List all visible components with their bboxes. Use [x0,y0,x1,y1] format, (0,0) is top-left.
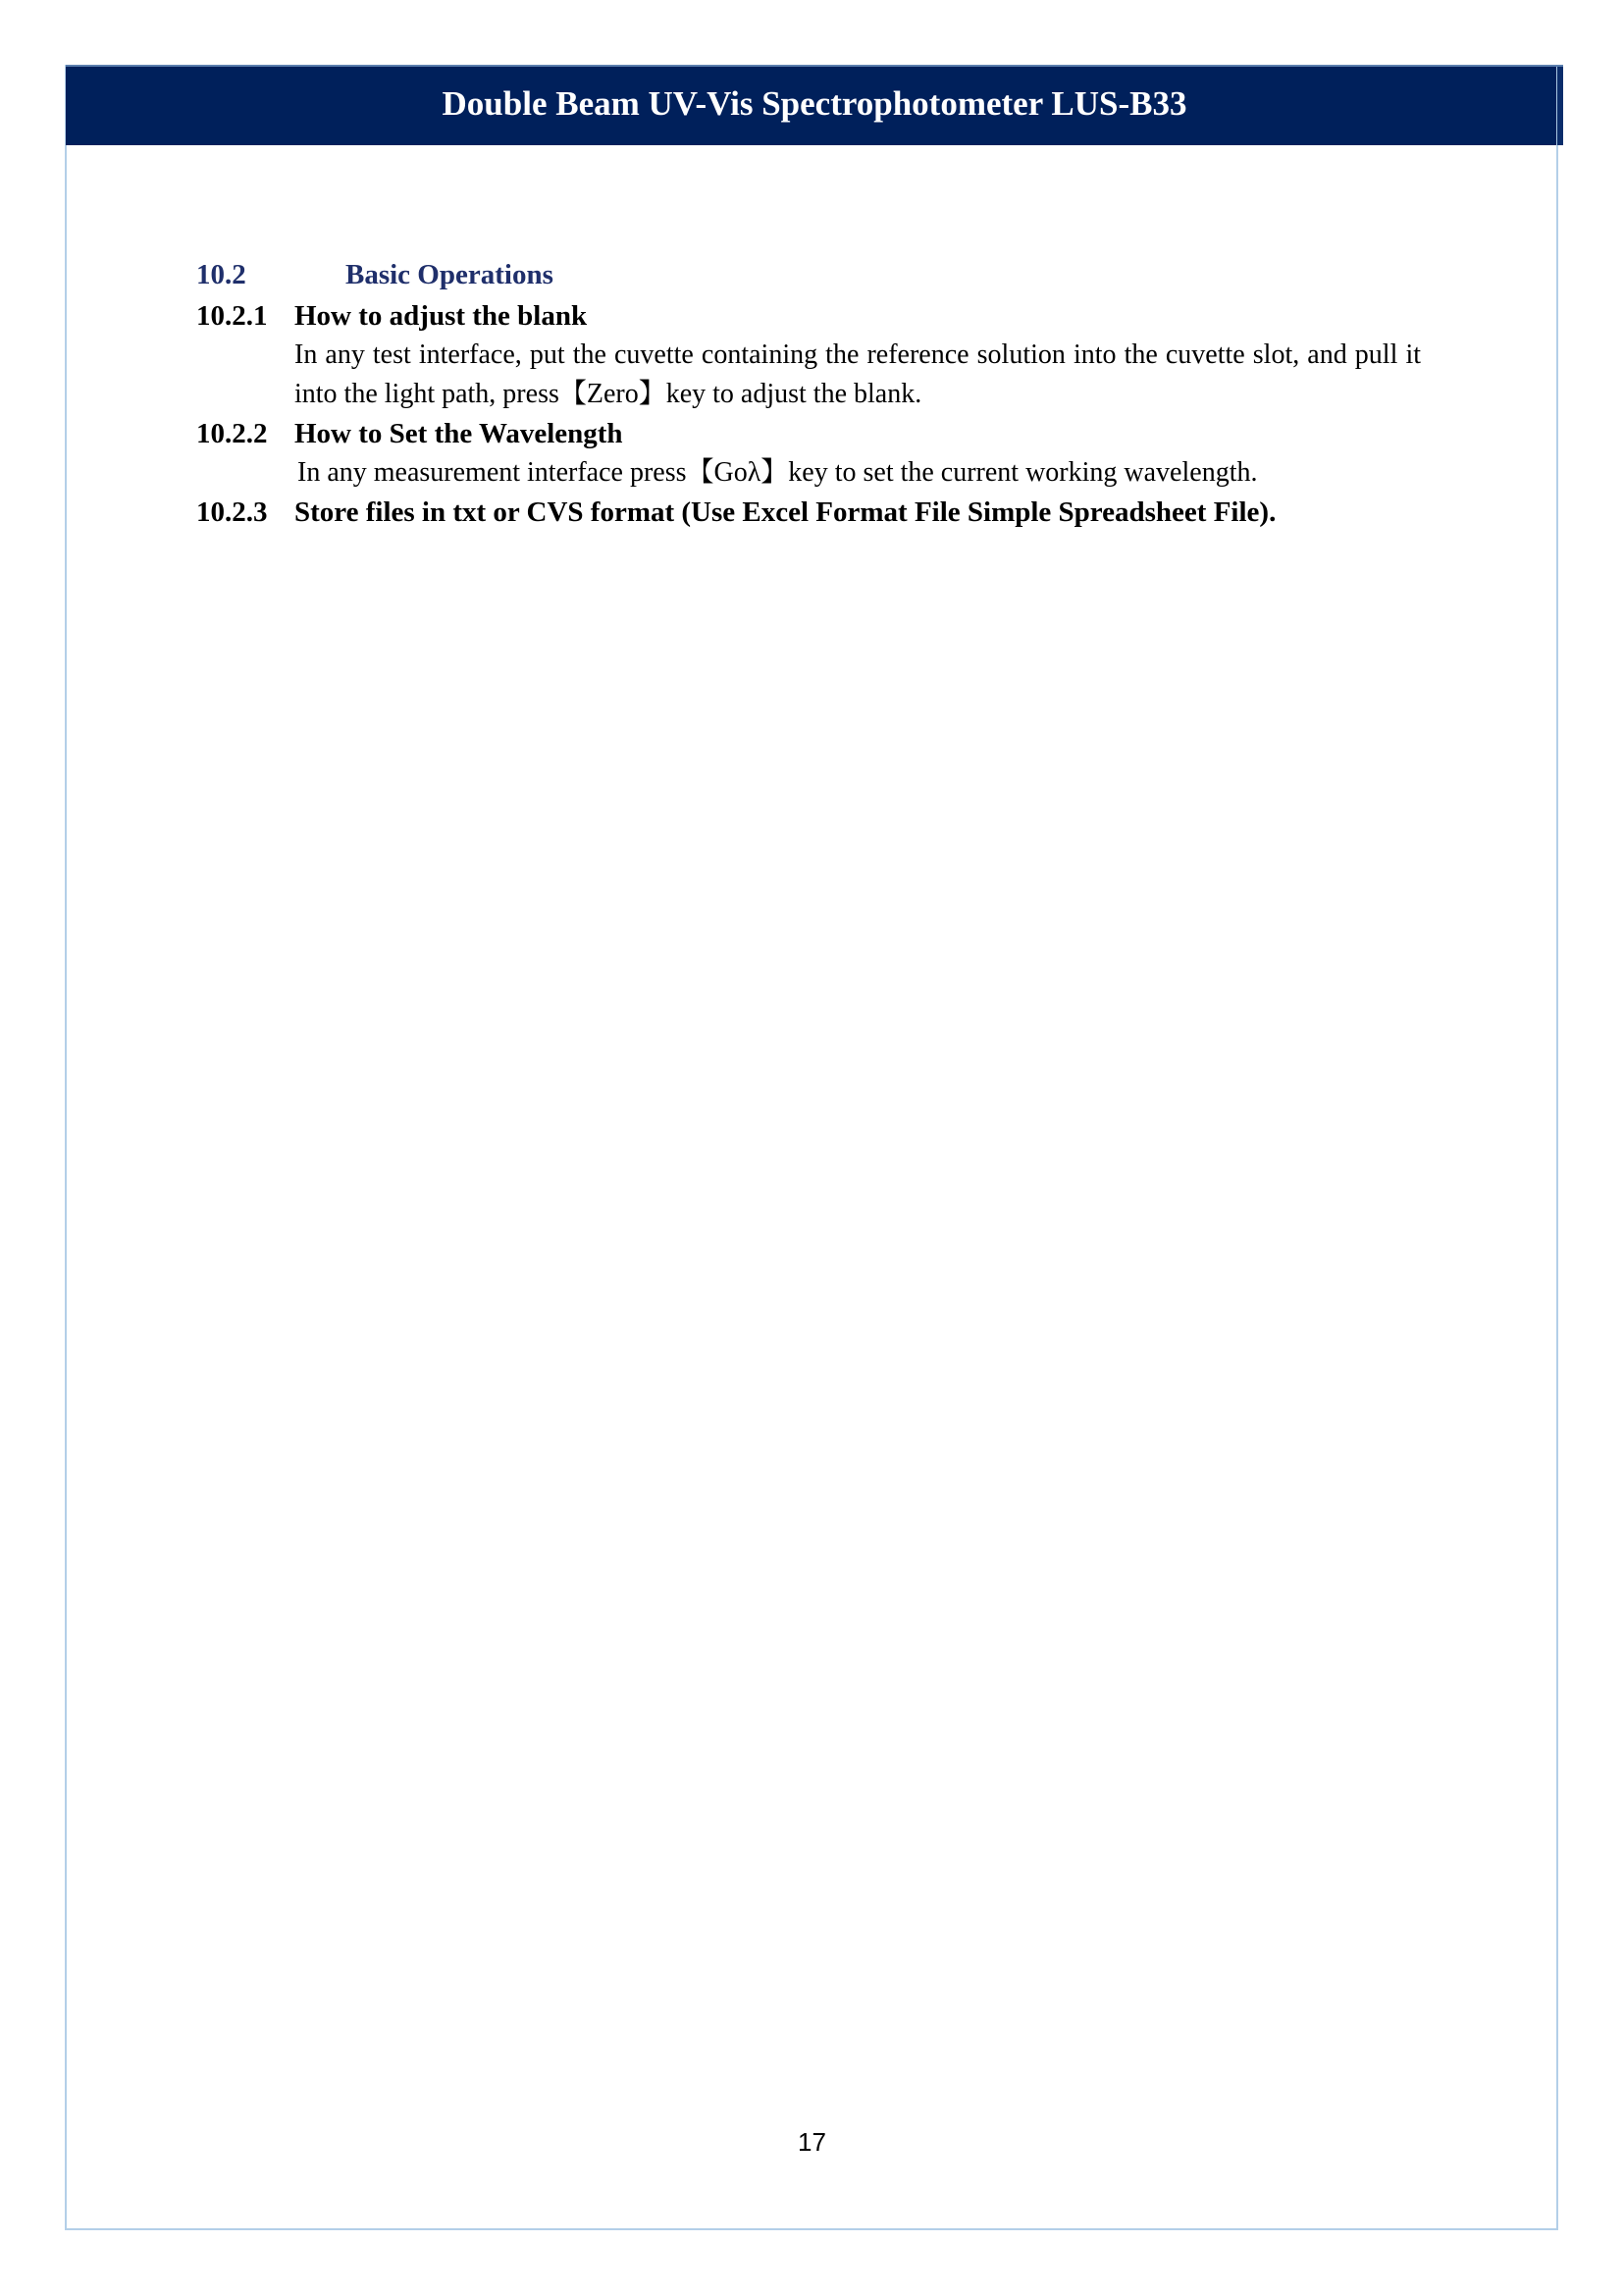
section-title: Basic Operations [345,259,553,290]
subsection-title: How to adjust the blank [294,300,588,332]
subsection-heading-10-2-2 [196,414,1433,453]
subsection-number: 10.2.3 [196,496,268,528]
subsection-heading-10-2-1 [196,296,1433,336]
subsection-title: How to Set the Wavelength [294,418,623,449]
page-content [196,253,1433,532]
document-header-banner [66,65,1563,145]
subsection-number: 10.2.1 [196,300,268,332]
subsection-title: Store files in txt or CVS format (Use Excel Format File Simple Spreadsheet File). [294,496,1277,528]
section-heading [196,253,1433,296]
subsection-heading-10-2-3 [196,493,1433,532]
subsection-number: 10.2.2 [196,418,268,449]
subsection-body-10-2-1: In any test interface, put the cuvette containing the reference solution into the cuvette slot, and pull it into the light path, press【Zero】key to adjust the blank. [294,339,1421,409]
document-title: Double Beam UV-Vis Spectrophotometer LUS-B33 [442,84,1187,123]
section-number: 10.2 [196,259,246,290]
subsection-body-10-2-2: In any measurement interface press【Goλ】key to set the current working wavelength. [297,457,1258,488]
header-edge-accent [1556,67,1563,145]
page-number: 17 [798,2127,826,2157]
